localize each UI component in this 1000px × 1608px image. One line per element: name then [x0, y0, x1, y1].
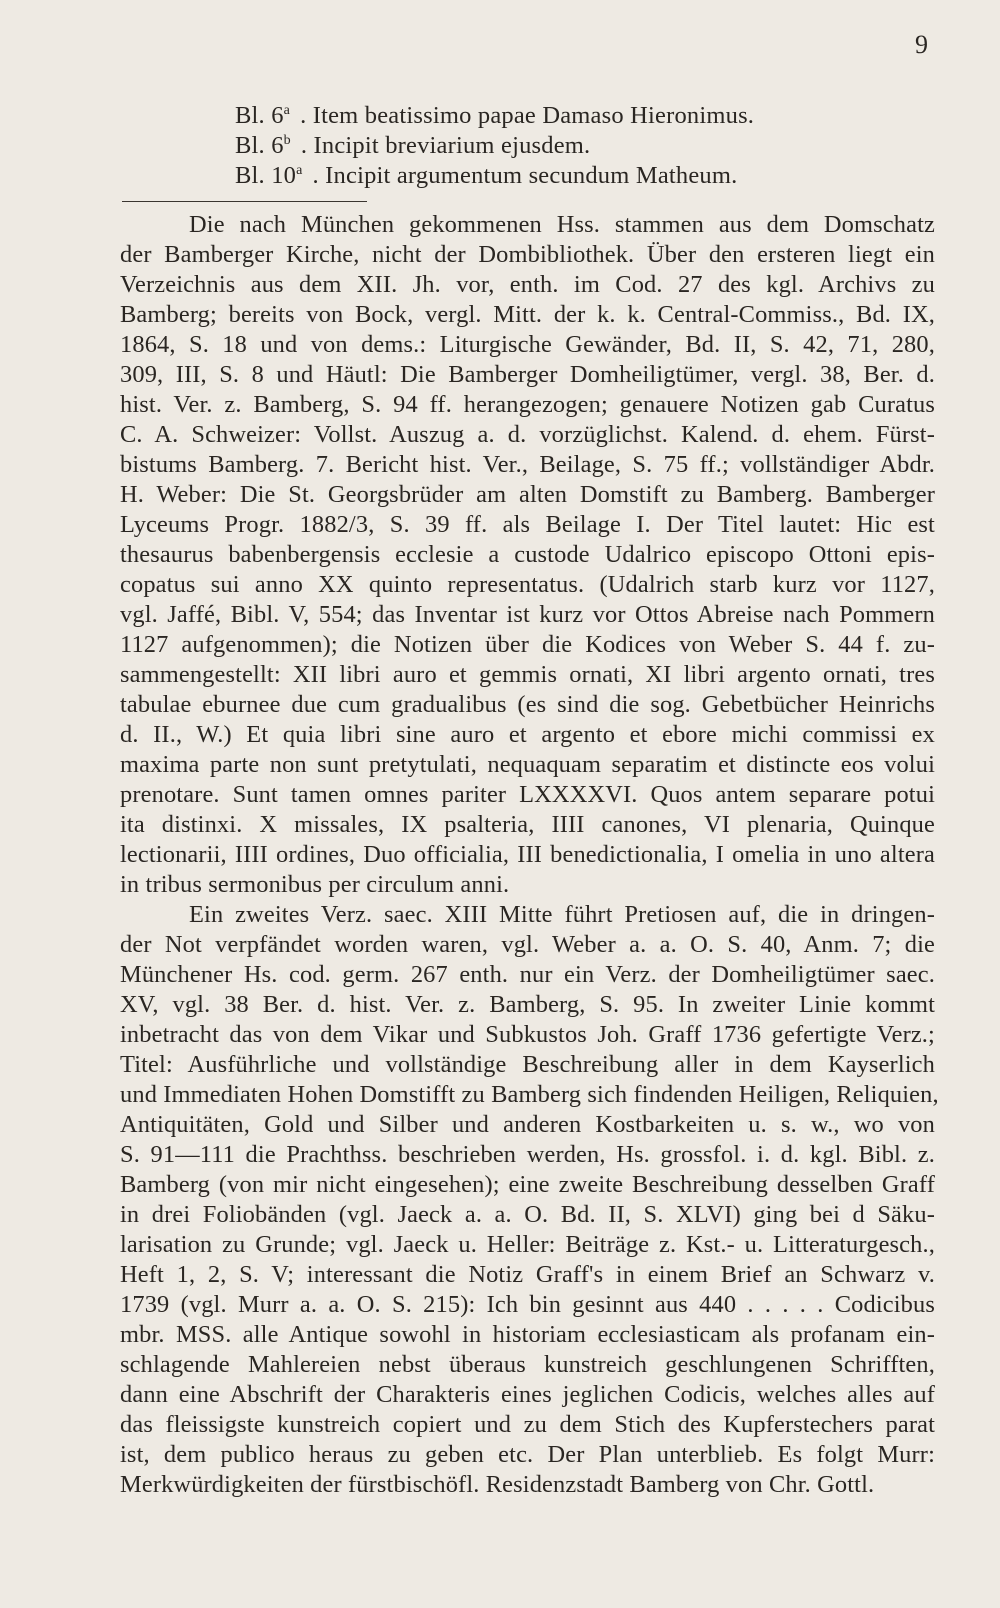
text-line: das fleissigste kunstreich copiert und zu dem Stich des Kupferstechers parat	[120, 1411, 935, 1438]
text-line: in drei Foliobänden (vgl. Jaeck a. a. O. Bd. II, S. XLVI) ging bei d Säku-	[120, 1201, 935, 1228]
text-line: dann eine Abschrift der Charakteris eines jeglichen Codicis, welches alles auf	[120, 1381, 935, 1408]
text-line: mbr. MSS. alle Antique sowohl in historiam ecclesiasticam als profanam ein-	[120, 1321, 935, 1348]
text-line: lectionarii, IIII ordines, Duo officialia, III benedictionalia, I omelia in uno altera	[120, 841, 935, 868]
text-line: Verzeichnis aus dem XII. Jh. vor, enth. im Cod. 27 des kgl. Archivs zu	[120, 271, 935, 298]
text-line: prenotare. Sunt tamen omnes pariter LXXXXVI. Quos antem separare potui	[120, 781, 935, 808]
text-line: 309, III, S. 8 und Häutl: Die Bamberger Domheiligtümer, vergl. 38, Ber. d.	[120, 361, 935, 388]
text-line: S. 91—111 die Prachthss. beschrieben werden, Hs. grossfol. i. d. kgl. Bibl. z.	[120, 1141, 935, 1168]
folio-ref: Bl. 6	[235, 132, 284, 160]
folio-entries	[235, 96, 755, 190]
text-line: ita distinxi. X missales, IX psalteria, IIII canones, VI plenaria, Quinque	[120, 811, 935, 838]
folio-text: . Incipit argumentum secundum Matheum.	[312, 162, 738, 190]
text-line: Heft 1, 2, S. V; interessant die Notiz Graff's in einem Brief an Schwarz v.	[120, 1261, 935, 1288]
text-line: d. II., W.) Et quia libri sine auro et argento et ebore michi commissi ex	[120, 721, 935, 748]
text-line: Titel: Ausführliche und vollständige Beschreibung aller in dem Kayserlich	[120, 1051, 935, 1078]
text-line: Bamberg; bereits von Bock, vergl. Mitt. der k. k. Central-Commiss., Bd. IX,	[120, 301, 935, 328]
text-line: thesaurus babenbergensis ecclesie a custode Udalrico episcopo Ottoni epis-	[120, 541, 935, 568]
text-line: XV, vgl. 38 Ber. d. hist. Ver. z. Bamberg, S. 95. In zweiter Linie kommt	[120, 991, 935, 1018]
text-line: Antiquitäten, Gold und Silber und anderen Kostbarkeiten u. s. w., wo von	[120, 1111, 935, 1138]
text-line: Bamberg (von mir nicht eingesehen); eine zweite Beschreibung desselben Graff	[120, 1171, 935, 1198]
folio-ref: Bl. 10	[235, 162, 297, 190]
text-line: Münchener Hs. cod. germ. 267 enth. nur ein Verz. der Domheiligtümer saec.	[120, 961, 935, 988]
text-line: maxima parte non sunt pretytulati, nequaquam separatim et distincte eos volui	[120, 751, 935, 778]
text-line: in tribus sermonibus per circulum anni.	[120, 871, 510, 898]
text-line: 1739 (vgl. Murr a. a. O. S. 215): Ich bin gesinnt aus 440 . . . . . Codicibus	[120, 1291, 935, 1318]
text-line: Die nach München gekommenen Hss. stammen aus dem Domschatz	[189, 211, 935, 238]
section-divider	[122, 201, 367, 202]
folio-side: a	[283, 103, 291, 118]
text-line: vgl. Jaffé, Bibl. V, 554; das Inventar ist kurz vor Ottos Abreise nach Pommern	[120, 601, 935, 628]
folio-ref: Bl. 6	[235, 102, 284, 130]
text-line: ist, dem publico heraus zu geben etc. Der Plan unterblieb. Es folgt Murr:	[120, 1441, 935, 1468]
text-line: 1864, S. 18 und von dems.: Liturgische Gewänder, Bd. II, S. 42, 71, 280,	[120, 331, 935, 358]
text-line: Merkwürdigkeiten der fürstbischöfl. Residenzstadt Bamberg von Chr. Gottl.	[120, 1471, 875, 1498]
text-line: Ein zweites Verz. saec. XIII Mitte führt Pretiosen auf, die in dringen-	[189, 901, 935, 928]
text-line: bistums Bamberg. 7. Bericht hist. Ver., Beilage, S. 75 ff.; vollständiger Abdr.	[120, 451, 935, 478]
text-line: sammengestellt: XII libri auro et gemmis ornati, XI libri argento ornati, tres	[120, 661, 935, 688]
folio-text: . Incipit breviarium ejusdem.	[300, 132, 591, 160]
text-line: und Immediaten Hohen Domstifft zu Bamberg sich findenden Heiligen, Reliquien,	[120, 1081, 939, 1108]
body-text	[120, 210, 939, 1500]
text-line: schlagende Mahlereien nebst überaus kunstreich geschlungenen Schrifften,	[120, 1351, 935, 1378]
text-line: copatus sui anno XX quinto representatus. (Udalrich starb kurz vor 1127,	[120, 571, 935, 598]
text-line: H. Weber: Die St. Georgsbrüder am alten Domstift zu Bamberg. Bamberger	[120, 481, 935, 508]
folio-side: a	[296, 163, 303, 178]
text-line: hist. Ver. z. Bamberg, S. 94 ff. herangezogen; genauere Notizen gab Curatus	[120, 391, 935, 418]
folio-text: . Item beatissimo papae Damaso Hieronimus.	[300, 102, 755, 130]
text-line: tabulae eburnee due cum gradualibus (es sind die sog. Gebetbücher Heinrichs	[120, 691, 935, 718]
page-number: 9	[915, 30, 928, 59]
text-line: Lyceums Progr. 1882/3, S. 39 ff. als Beilage I. Der Titel lautet: Hic est	[120, 511, 935, 538]
folio-entry	[235, 156, 754, 190]
folio-entry	[235, 126, 754, 160]
text-line: C. A. Schweizer: Vollst. Auszug a. d. vorzüglichst. Kalend. d. ehem. Fürst-	[120, 421, 935, 448]
folio-entry	[235, 96, 755, 130]
text-line: inbetracht das von dem Vikar und Subkustos Joh. Graff 1736 gefertigte Verz.;	[120, 1021, 935, 1048]
text-line: der Bamberger Kirche, nicht der Dombibliothek. Über den ersteren liegt ein	[120, 241, 935, 268]
folio-side: b	[283, 133, 291, 148]
text-line: 1127 aufgenommen); die Notizen über die Kodices von Weber S. 44 f. zu-	[120, 631, 935, 658]
text-line: der Not verpfändet worden waren, vgl. Weber a. a. O. S. 40, Anm. 7; die	[120, 931, 935, 958]
text-line: larisation zu Grunde; vgl. Jaeck u. Heller: Beiträge z. Kst.- u. Litteraturgesch.,	[120, 1231, 935, 1258]
